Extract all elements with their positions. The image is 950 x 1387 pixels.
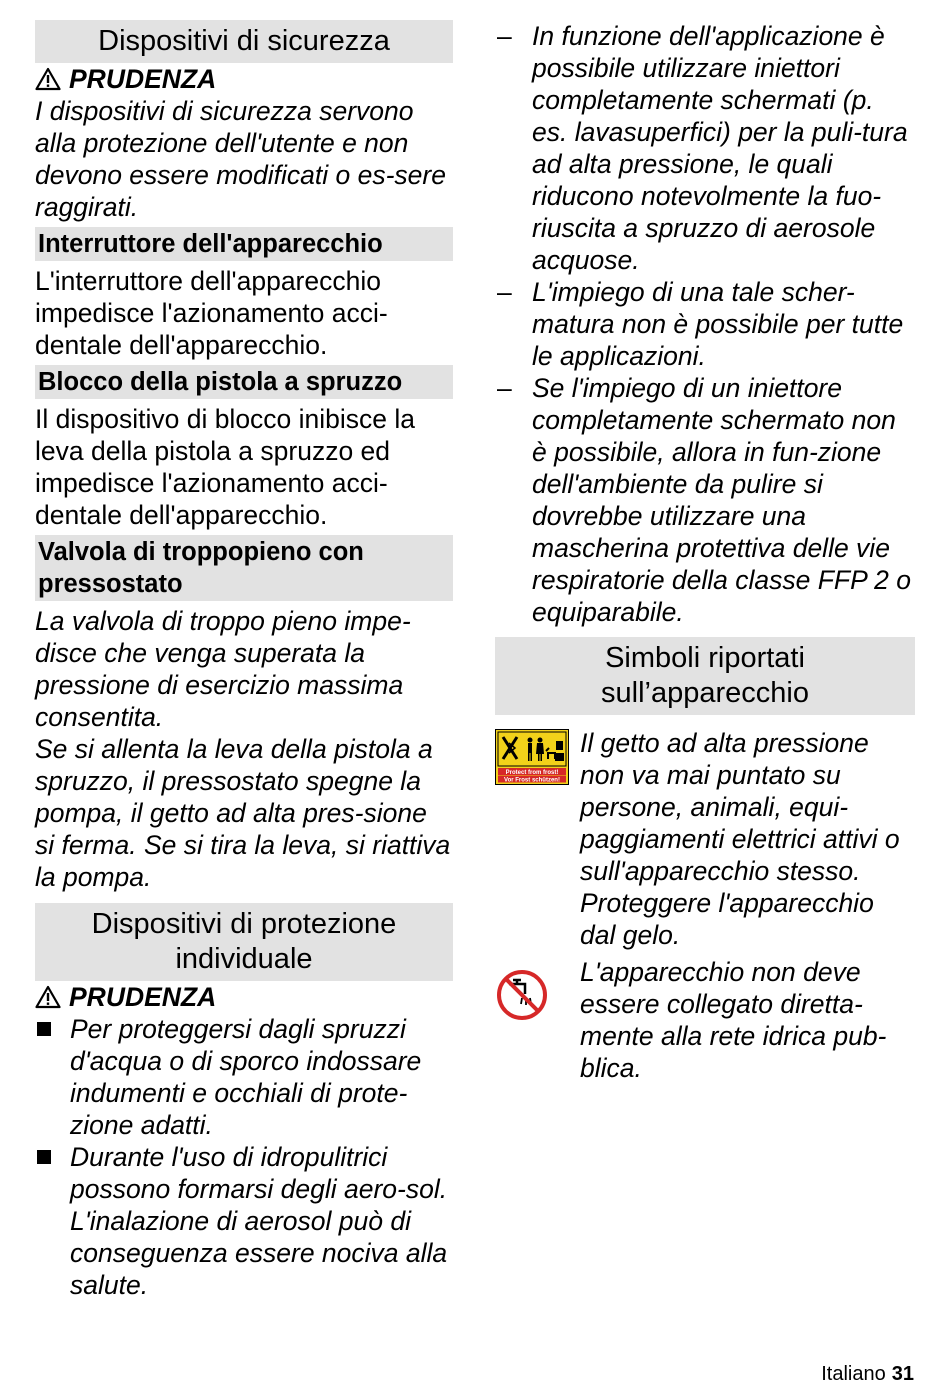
overflow-valve-text-2: Se si allenta la leva della pistola a spruzzo, il pressostato spegne la pompa, il getto ad alta pres-sione si ferma. Se si tira la leva, si riattiva la pompa. <box>35 734 451 892</box>
page-footer <box>821 1362 914 1386</box>
footer-language: Italiano <box>821 1363 886 1385</box>
no-water-connection-icon <box>495 968 549 1022</box>
page-number: 31 <box>891 1363 914 1385</box>
dash-text: Se l'impiego di un iniettore completamente schermato non è possibile, allora in fun-zione dell'ambiente da pulire si dovrebbe utilizzare una mascherina protettiva delle vie respiratorie della classe FFP 2 o equiparabile. <box>532 373 912 627</box>
warning-line <box>35 63 453 95</box>
square-bullet-icon <box>37 1150 51 1164</box>
warning-triangle-icon <box>35 67 61 91</box>
warning-label: PRUDENZA <box>69 982 217 1012</box>
square-bullet-icon <box>37 1022 51 1036</box>
bullet-text: Durante l'uso di idropulitrici possono formarsi degli aero-sol. L'inalazione di aerosol può di conseguenza essere nociva alla salute. <box>70 1142 448 1300</box>
warning-label: PRUDENZA <box>69 64 217 94</box>
symbol-row <box>495 727 915 951</box>
device-switch-text: L'interruttore dell'apparecchio impedisce l'azionamento acci-dentale dell'apparecchio. <box>35 266 388 360</box>
warning-line <box>35 981 453 1013</box>
bullet-text: Per proteggersi dagli spruzzi d'acqua o di sporco indossare indumenti e occhiali di prote-zione adatti. <box>70 1014 422 1140</box>
symbol-2-text: L'apparecchio non deve essere collegato diretta-mente alla rete idrica pub-blica. <box>580 957 887 1083</box>
dash-bullet: – <box>497 373 512 403</box>
list-item <box>35 1013 453 1141</box>
subsection-title-overflow-valve: Valvola di troppopieno con pressostato <box>35 535 453 601</box>
dash-text: L'impiego di una tale scher-matura non è possibile per tutte le applicazioni. <box>532 277 904 371</box>
list-item <box>495 372 915 628</box>
warning-triangle-icon <box>35 985 61 1009</box>
gun-lock-text: Il dispositivo di blocco inibisce la leva della pistola a spruzzo ed impedisce l'azionamento acci-dentale dell'apparecchio. <box>35 404 416 530</box>
section-title-device-symbols: Simboli riportati sull’apparecchio <box>495 637 915 715</box>
list-item <box>495 276 915 372</box>
warning-label-icon <box>495 729 569 785</box>
subsection-title-gun-lock: Blocco della pistola a spruzzo <box>35 365 453 399</box>
symbol-1-text: Il getto ad alta pressione non va mai puntato su persone, animali, equi-paggiamenti elettrici attivi o sull'apparecchio stesso. Proteggere l'apparecchio dal gelo. <box>580 728 900 950</box>
left-column <box>35 20 453 1301</box>
right-column <box>495 20 915 1084</box>
section-title-safety-devices: Dispositivi di sicurezza <box>35 20 453 63</box>
dash-text: In funzione dell'applicazione è possibile utilizzare iniettori completamente schermati (p. es. lavasuperfici) per la puli-tura ad alta pressione, le quali riducono notevolmente la fuo-riuscita a spruzzo di aerosole acquose. <box>532 21 908 275</box>
section-title-personal-protection: Dispositivi di protezione individuale <box>35 903 453 981</box>
overflow-valve-text-1: La valvola di troppo pieno impe-disce che venga superata la pressione di esercizio massima consentita. <box>35 606 411 732</box>
vor-frost-label: Vor Frost schützen! <box>504 777 560 784</box>
symbol-row <box>495 956 915 1084</box>
subsection-title-device-switch: Interruttore dell'apparecchio <box>35 227 453 261</box>
dash-bullet: – <box>497 277 512 307</box>
list-item <box>35 1141 453 1301</box>
safety-devices-text: I dispositivi di sicurezza servono alla protezione dell'utente e non devono essere modificati o es-sere raggirati. <box>35 96 446 222</box>
list-item <box>495 20 915 276</box>
dash-bullet: – <box>497 21 512 51</box>
protect-from-frost-label: Protect from frost! <box>505 770 559 776</box>
